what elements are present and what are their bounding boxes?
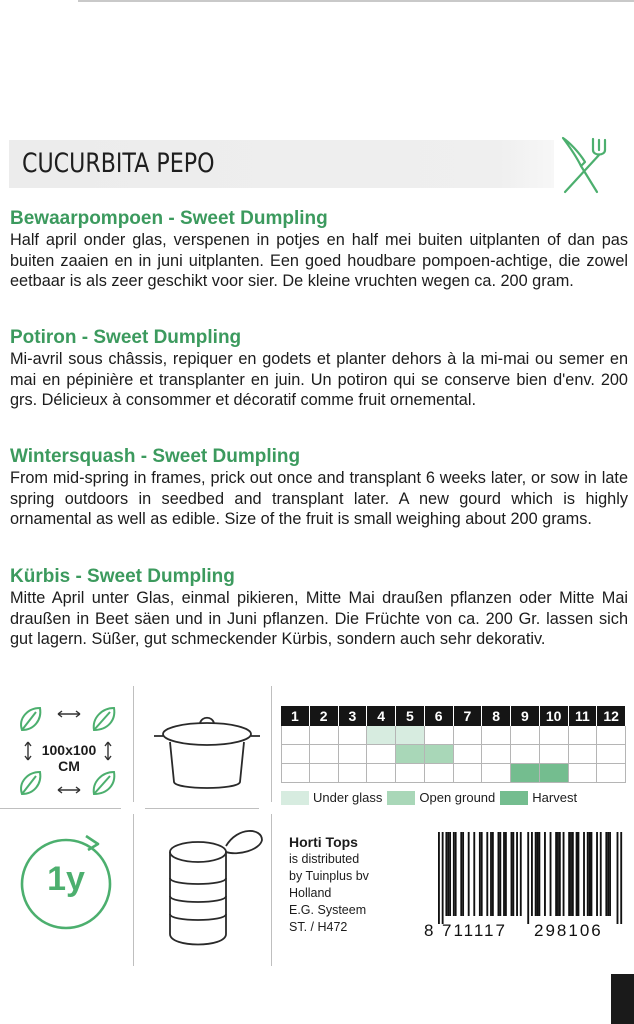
calendar-cell [310, 745, 339, 764]
calendar-cell [569, 745, 598, 764]
section-body: Half april onder glas, verspenen in potjes en half mei buiten uitplanten of dan pas buiten zaaien en in juni uitplanten. Een goed houdbare pompoen-achtige, die zowel eetbaar is als zeer geschikt voor sier. De kleine vruchten wegen ca. 200 gram. [10, 231, 628, 291]
barcode-group-1: 711117 [442, 921, 507, 940]
calendar-cell [281, 726, 310, 745]
legend-item [281, 790, 382, 805]
barcode-bar [550, 832, 552, 916]
legend-item [387, 790, 495, 805]
barcode-bar [587, 832, 589, 916]
calendar-cell [540, 764, 569, 783]
barcode [420, 832, 630, 940]
month-label: 9 [511, 706, 540, 726]
legend-swatch-under-glass [281, 791, 309, 805]
calendar-cell [339, 764, 368, 783]
barcode-bar [600, 832, 602, 916]
calendar-cell [511, 764, 540, 783]
brand-name: Horti Tops [289, 834, 358, 850]
legend-swatch-open-ground [387, 791, 415, 805]
barcode-lead-digit: 8 [424, 921, 434, 940]
calendar-cell [396, 764, 425, 783]
calendar-cell [367, 745, 396, 764]
distributor-line: ST. / H472 [289, 920, 348, 934]
month-label: 5 [396, 706, 425, 726]
month-label: 3 [339, 706, 368, 726]
calendar-cell [511, 745, 540, 764]
barcode-bar [538, 832, 540, 916]
barcode-bar [535, 832, 537, 916]
month-label: 1 [281, 706, 310, 726]
barcode-bar [462, 832, 464, 916]
barcode-bar [531, 832, 533, 916]
barcode-bar [589, 832, 591, 916]
calendar-cell [569, 726, 598, 745]
top-rule [78, 0, 634, 2]
calendar-cell [425, 745, 454, 764]
calendar-cell [425, 764, 454, 783]
barcode-bar [455, 832, 457, 916]
distributor-line: Holland [289, 886, 332, 900]
black-tab [611, 974, 634, 1024]
calendar-cell [339, 745, 368, 764]
spacing-value: 100x100 [41, 742, 97, 758]
barcode-bar [555, 832, 557, 916]
section-body: Mi-avril sous châssis, repiquer en godets et planter dehors à la mi-mai ou semer en mai en pépinière et transplanter en juin. Un potiron qui se conserve bien d'env. 200 grs. Délicieux à consommer et décoratif comme fruit ornemental. [10, 350, 628, 410]
barcode-bar [512, 832, 514, 916]
barcode-bar [520, 832, 522, 916]
calendar-rows [281, 726, 626, 783]
barcode-bar [481, 832, 483, 916]
calendar-cell [396, 726, 425, 745]
pot-icon [150, 712, 264, 796]
calendar-cell [569, 764, 598, 783]
lifespan-label: 1y [47, 860, 85, 898]
month-label: 8 [482, 706, 511, 726]
section-de [10, 566, 634, 650]
calendar-cell [482, 726, 511, 745]
calendar-cell [367, 764, 396, 783]
grid-divider [271, 686, 272, 802]
barcode-bar [499, 832, 501, 916]
barcode-bar [620, 832, 622, 924]
month-label: 2 [310, 706, 339, 726]
section-fr [10, 327, 634, 411]
barcode-bar [527, 832, 529, 924]
barcode-bar [479, 832, 481, 916]
barcode-bar [559, 832, 561, 916]
distributor-info [289, 834, 369, 936]
icon-grid [0, 686, 272, 966]
barcode-bar [503, 832, 505, 916]
spacing-unit: CM [58, 758, 80, 774]
month-label: 12 [597, 706, 626, 726]
distributor-line: is distributed [289, 852, 360, 866]
calendar-cell [482, 764, 511, 783]
barcode-bar [568, 832, 570, 916]
barcode-bar [576, 832, 578, 916]
calendar-header [281, 706, 626, 726]
barcode-bar [505, 832, 507, 916]
grid-divider [0, 808, 121, 809]
section-title: Potiron - Sweet Dumpling [10, 327, 242, 348]
barcode-bar [591, 832, 593, 916]
section-title: Wintersquash - Sweet Dumpling [10, 446, 301, 467]
barcode-bar [537, 832, 539, 916]
barcode-bar [578, 832, 580, 916]
calendar-cell [540, 726, 569, 745]
barcode-bar [490, 832, 492, 916]
calendar-cell [425, 726, 454, 745]
barcode-bar [605, 832, 607, 916]
section-title: Bewaarpompoen - Sweet Dumpling [10, 208, 328, 229]
calendar-cell [597, 764, 626, 783]
spacing-label [38, 742, 100, 774]
section-nl [10, 208, 634, 292]
legend-swatch-harvest [500, 791, 528, 805]
species-name: CUCURBITA PEPO [22, 148, 215, 179]
section-body: Mitte April unter Glas, einmal pikieren, Mitte Mai draußen pflanzen oder Mitte Mai draußen in Beet säen und in Juni pflanzen. Die Früchte von ca. 200 Gr. lassen sich gut lagern. Süßer, gut schmeckender Kürbis, sondern auch sehr dekorativ. [10, 589, 628, 649]
month-label: 7 [454, 706, 483, 726]
section-body: From mid-spring in frames, prick out once and transplant 6 weeks later, or sow in late spring outdoors in seedbed and transplant later. A new gourd which is highly ornamental as well as edible. Size of the fruit is small weighing about 200 grams. [10, 469, 628, 529]
calendar-cell [310, 764, 339, 783]
section-title: Kürbis - Sweet Dumpling [10, 566, 235, 587]
barcode-bar [473, 832, 475, 916]
month-label: 11 [569, 706, 598, 726]
barcode-bar [449, 832, 451, 916]
legend-label: Harvest [532, 790, 578, 805]
barcode-bar [468, 832, 470, 916]
distributor-line: E.G. Systeem [289, 903, 367, 917]
barcode-bars [438, 832, 622, 924]
calendar-cell [281, 745, 310, 764]
month-label: 6 [425, 706, 454, 726]
barcode-bar [460, 832, 462, 916]
section-en [10, 446, 634, 530]
calendar-cell [482, 745, 511, 764]
barcode-bar [544, 832, 546, 916]
legend-label: Under glass [313, 790, 383, 805]
barcode-bar [607, 832, 609, 916]
grid-divider [133, 686, 134, 802]
barcode-bar [617, 832, 619, 924]
month-label: 10 [540, 706, 569, 726]
grid-divider [271, 814, 272, 966]
legend-label: Open ground [419, 790, 496, 805]
barcode-bar [572, 832, 574, 916]
barcode-bar [609, 832, 611, 916]
barcode-bar [516, 832, 518, 916]
calendar-cell [367, 726, 396, 745]
calendar-cell [454, 726, 483, 745]
distributor-line: by Tuinplus bv [289, 869, 369, 883]
can-icon [150, 822, 268, 956]
barcode-bar [442, 832, 444, 924]
calendar-cell [454, 745, 483, 764]
barcode-bar [511, 832, 513, 916]
barcode-bar [498, 832, 500, 916]
barcode-bar [492, 832, 494, 916]
barcode-bar [445, 832, 447, 916]
calendar-cell [339, 726, 368, 745]
calendar-cell [540, 745, 569, 764]
barcode-bar [438, 832, 440, 924]
barcode-bar [557, 832, 559, 916]
month-label: 4 [367, 706, 396, 726]
calendar-cell [396, 745, 425, 764]
sowing-calendar [281, 706, 626, 783]
legend-item [500, 790, 577, 805]
grid-divider [145, 808, 259, 809]
calendar-cell [310, 726, 339, 745]
barcode-bar [447, 832, 449, 916]
calendar-legend [281, 790, 582, 805]
calendar-cell [511, 726, 540, 745]
grid-divider [133, 814, 134, 966]
barcode-group-2: 298106 [534, 921, 603, 940]
cutlery-icon [555, 134, 607, 196]
calendar-cell [281, 764, 310, 783]
calendar-row [281, 726, 626, 745]
barcode-bar [596, 832, 598, 916]
calendar-row [281, 764, 626, 783]
calendar-row [281, 745, 626, 764]
barcode-bar [583, 832, 585, 916]
calendar-cell [597, 745, 626, 764]
barcode-bar [570, 832, 572, 916]
calendar-cell [454, 764, 483, 783]
calendar-cell [597, 726, 626, 745]
barcode-bar [563, 832, 565, 916]
barcode-bar [453, 832, 455, 916]
barcode-bar [486, 832, 488, 916]
